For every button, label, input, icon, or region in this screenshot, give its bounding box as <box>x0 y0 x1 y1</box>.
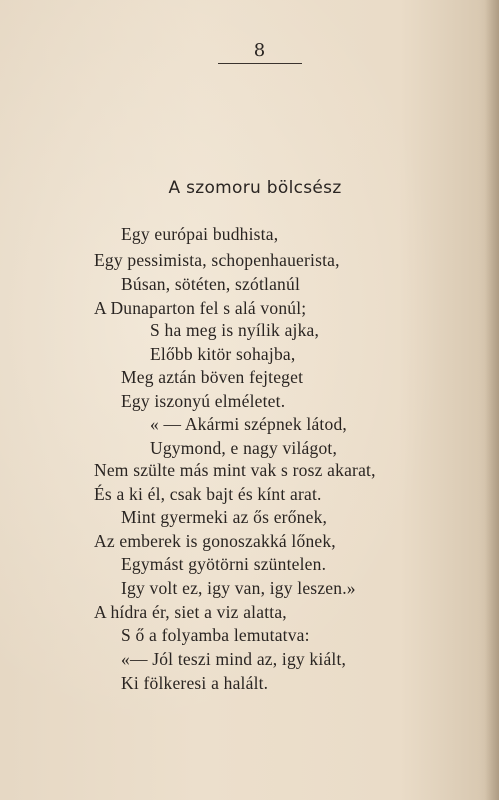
poem-line: Nem szülte más mint vak s rosz akarat, <box>94 460 376 480</box>
poem-line: S ő a folyamba lemutatva: <box>121 625 310 645</box>
poem-line: A Dunaparton fel s alá vonúl; <box>94 298 307 318</box>
poem-line: A hídra ér, siet a viz alatta, <box>94 602 287 622</box>
poem-line: Ki fölkeresi a halált. <box>121 673 269 693</box>
page-number: 8 <box>253 40 267 61</box>
poem-line: Egy iszonyú elméletet. <box>121 391 286 411</box>
poem-line: Meg aztán böven fejteget <box>121 367 304 387</box>
poem-title: A szomoru bölcsész <box>168 178 342 198</box>
poem-line: Egymást gyötörni szüntelen. <box>121 554 327 574</box>
poem-line: És a ki él, csak bajt és kínt arat. <box>94 484 322 504</box>
poem-line: Az emberek is gonoszakká lőnek, <box>94 531 336 551</box>
poem-line: Előbb kitör sohajba, <box>150 344 296 364</box>
page-number-rule <box>218 63 302 64</box>
poem-line: Mint gyermeki az ős erőnek, <box>121 507 328 527</box>
poem-line: «— Jól teszi mind az, igy kiált, <box>121 649 347 669</box>
poem-line: Egy európai budhista, <box>121 224 279 244</box>
poem-line: « — Akármi szépnek látod, <box>150 414 347 434</box>
poem-line: S ha meg is nyílik ajka, <box>150 320 320 340</box>
poem-line: Igy volt ez, igy van, igy leszen.» <box>121 578 356 598</box>
page-edge-shadow <box>485 0 499 800</box>
poem-line: Egy pessimista, schopenhauerista, <box>94 250 340 270</box>
poem-line: Ugymond, e nagy világot, <box>150 438 338 458</box>
poem-line: Búsan, sötéten, szótlanúl <box>121 274 301 294</box>
